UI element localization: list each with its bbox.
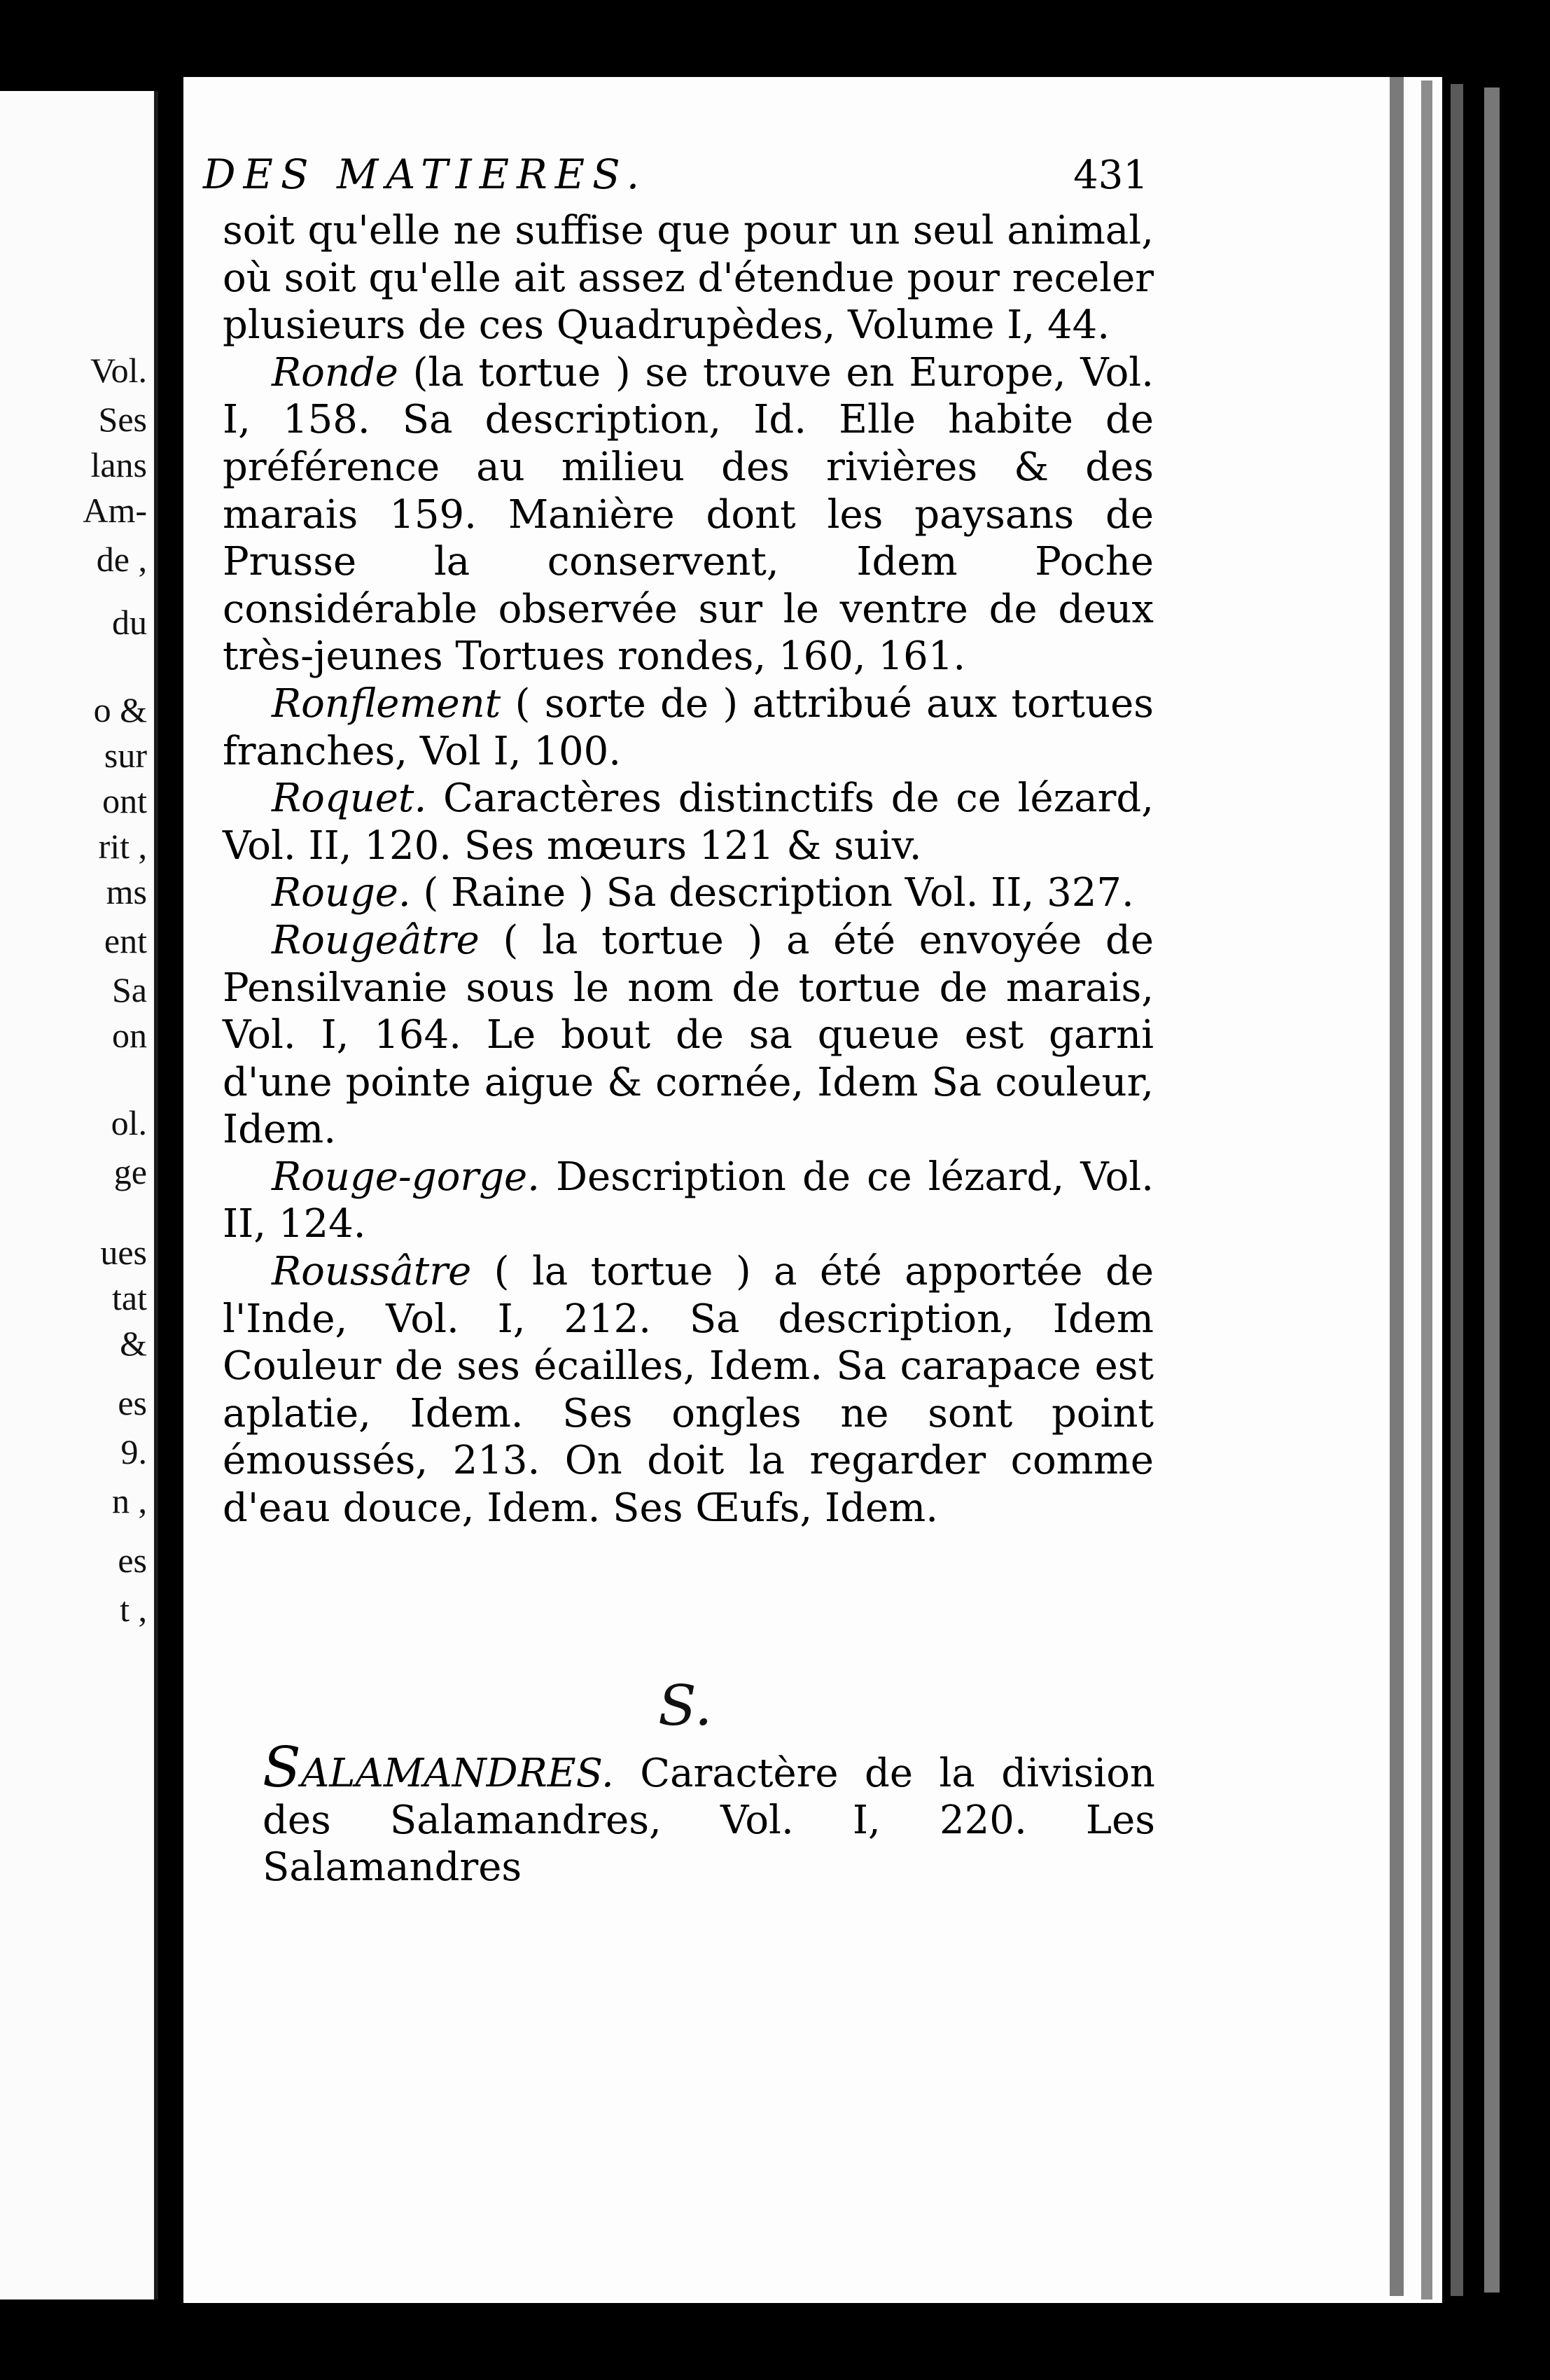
entry-text: Caractères distinctifs de ce lézard, Vol. II, 120. Ses mœurs 121 & suiv.: [223, 776, 1154, 869]
left-page-fragment: 9.: [120, 1432, 147, 1471]
page-edge: [1421, 80, 1432, 2300]
left-page-fragments: [0, 91, 154, 2300]
left-page-fragment: ms: [106, 872, 147, 911]
entry-text: Description de ce lézard, Vol. II, 124.: [223, 1154, 1154, 1247]
left-page-fragment: Ses: [98, 400, 147, 439]
index-entry: [223, 1154, 1154, 1248]
index-entries: [223, 207, 1154, 1532]
left-page-fragment: t ,: [120, 1590, 147, 1629]
drop-cap: S: [263, 1735, 301, 1800]
entry-head: Rouge.: [272, 870, 411, 916]
index-entry: [223, 680, 1154, 775]
entry-text: soit qu'elle ne suffise que pour un seul animal, où soit qu'elle ait assez d'étendue pour receler plusieurs de ces Quadrupèdes, Volume I, 44.: [223, 208, 1154, 349]
left-page-fragment: ont: [102, 781, 147, 820]
entry-head: Rougeâtre: [272, 917, 480, 963]
page-number: 431: [1073, 153, 1148, 198]
left-page-fragment: es: [118, 1383, 147, 1422]
left-page-fragment: ge: [113, 1152, 147, 1191]
entry-head: Ronflement: [272, 680, 501, 727]
left-page-fragment: o &: [93, 690, 147, 729]
left-page-fragment: ues: [100, 1233, 147, 1272]
running-head: [203, 150, 1148, 198]
index-entry: [223, 869, 1154, 917]
entry-head: Rouge-gorge.: [272, 1154, 540, 1200]
entry-text: ( la tortue ) a été envoyée de Pensilvanie sous le nom de tortue de marais, Vol. I, 164. Le bout de sa queue est garni d'une pointe aigue & cornée, Idem Sa couleur, Idem.: [223, 917, 1154, 1153]
left-page-fragment: es: [118, 1541, 147, 1580]
left-page-fragment: ol.: [111, 1103, 147, 1142]
left-page-fragment: ent: [104, 921, 147, 960]
left-page-fragment: sur: [104, 736, 147, 775]
entry-head: Roussâtre: [272, 1249, 472, 1295]
left-page-fragment: n ,: [112, 1481, 147, 1520]
index-entry: [223, 349, 1154, 680]
page-edge: [1451, 84, 1463, 2296]
index-entry: [223, 1248, 1154, 1532]
left-page-fragment: Sa: [112, 970, 147, 1009]
left-page-fragment: lans: [90, 445, 147, 484]
section-letter: S.: [658, 1673, 713, 1738]
entry-text: ( la tortue ) a été apportée de l'Inde, Vol. I, 212. Sa description, Idem Couleur de ses écailles, Idem. Sa carapace est aplatie, Idem. Ses ongles ne sont point émoussés, 213. On doit la regarder comme d'eau douce, Idem. Ses Œufs, Idem.: [223, 1249, 1154, 1532]
left-page-fragment: tat: [112, 1278, 147, 1317]
left-page-fragment: Am-: [83, 491, 147, 530]
entry-text: (la tortue ) se trouve en Europe, Vol. I, 158. Sa description, Id. Elle habite de préférence au milieu des rivières & des marais 159. Manière dont les paysans de Prusse la conservent, Idem Poche considérable observée sur le ventre de deux très-jeunes Tortues rondes, 160, 161.: [223, 349, 1154, 680]
entry-head: Ronde: [272, 349, 398, 396]
left-page-fragment: on: [112, 1016, 147, 1055]
index-entry: [223, 917, 1154, 1154]
entry-head: Roquet.: [272, 776, 427, 822]
entry-text: ( sorte de ) attribué aux tortues franches, Vol I, 100.: [223, 680, 1154, 774]
entry-text: ( Raine ) Sa description Vol. II, 327.: [410, 870, 1134, 916]
page-edge: [1484, 88, 1500, 2292]
index-entry: [223, 207, 1154, 349]
left-page-fragment: rit ,: [98, 827, 147, 866]
left-page-fragment: Vol.: [90, 351, 147, 390]
entry-text: Caractère de la division des Salamandres, Vol. I, 220. Les Salamandres: [263, 1751, 1155, 1890]
left-page-fragment: de ,: [96, 540, 147, 579]
index-entry-salamandres: [263, 1735, 1155, 1891]
index-entry: [223, 775, 1154, 869]
running-head-title: DES MATIERES.: [203, 150, 648, 198]
left-page-fragment: &: [120, 1324, 147, 1363]
page-edge: [1390, 77, 1404, 2296]
entry-head: ALAMANDRES.: [300, 1751, 614, 1796]
left-page-fragment: du: [112, 603, 147, 642]
left-page-edge: [0, 91, 158, 2300]
